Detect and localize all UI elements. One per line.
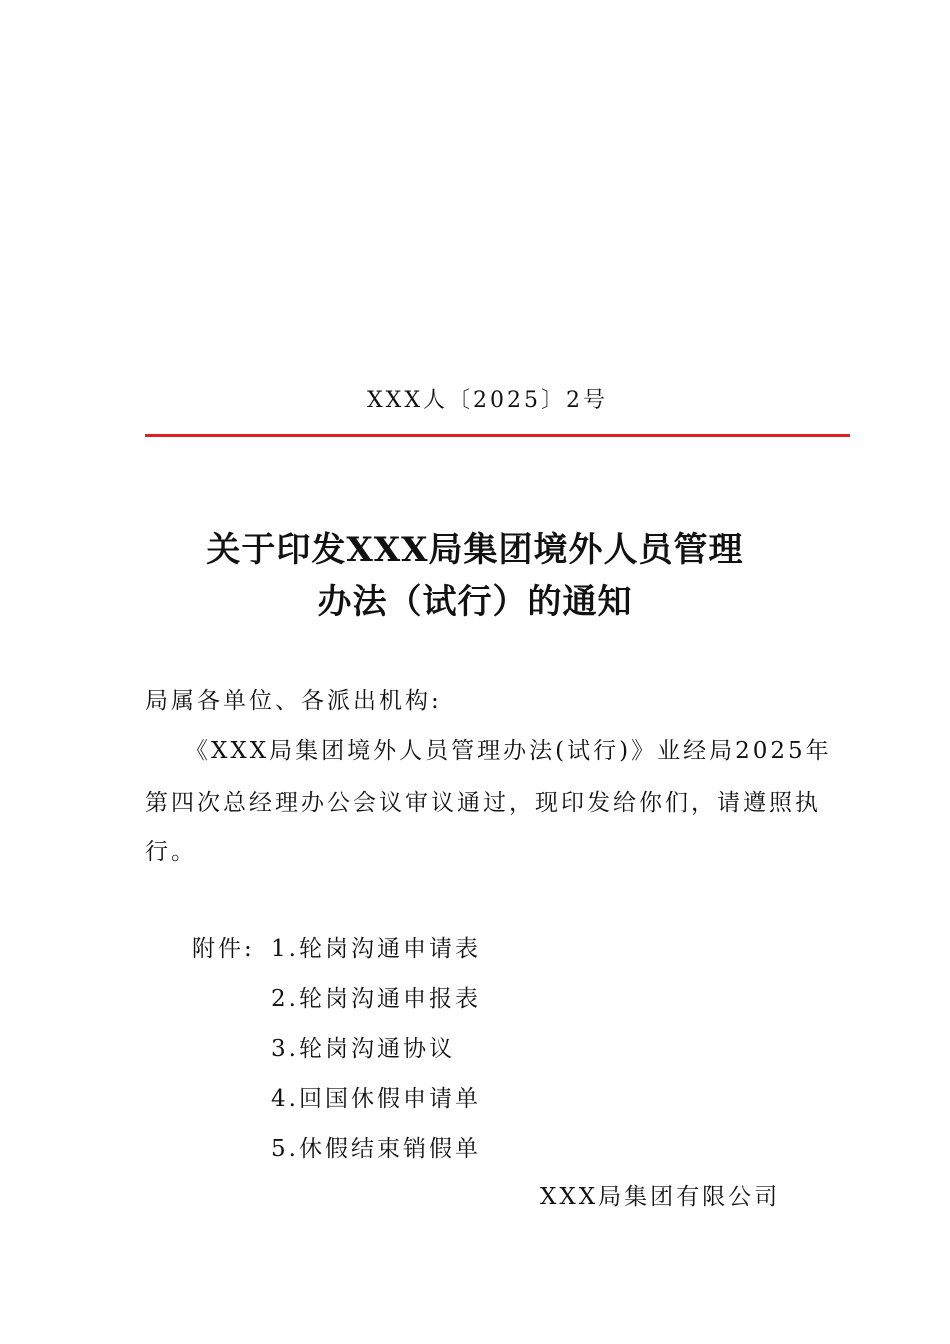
red-separator-line xyxy=(145,434,850,437)
salutation: 局属各单位、各派出机构: xyxy=(145,688,442,714)
attachment-item: 1.轮岗沟通申请表 xyxy=(271,936,481,962)
attachment-item: 2.轮岗沟通申报表 xyxy=(271,986,481,1012)
title-line-1: 关于印发XXX局集团境外人员管理 xyxy=(206,530,744,570)
attachment-item: 5.休假结束销假单 xyxy=(271,1136,481,1162)
attachment-item: 4.回国休假申请单 xyxy=(271,1086,481,1112)
paragraph-line-1: 《XXX局集团境外人员管理办法(试行)》业经局2025年 xyxy=(185,738,832,764)
document-title xyxy=(0,524,950,628)
title-line-2: 办法（试行）的通知 xyxy=(317,582,633,622)
paragraph-line-2: 第四次总经理办公会议审议通过，现印发给你们，请遵照执 xyxy=(145,790,821,816)
attachments-label: 附件: xyxy=(192,936,255,962)
attachment-item: 3.轮岗沟通协议 xyxy=(271,1036,455,1062)
paragraph-line-3: 行。 xyxy=(145,839,197,865)
document-number: XXX人〔2025〕2号 xyxy=(367,388,608,413)
issuer-signature: XXX局集团有限公司 xyxy=(540,1184,781,1210)
